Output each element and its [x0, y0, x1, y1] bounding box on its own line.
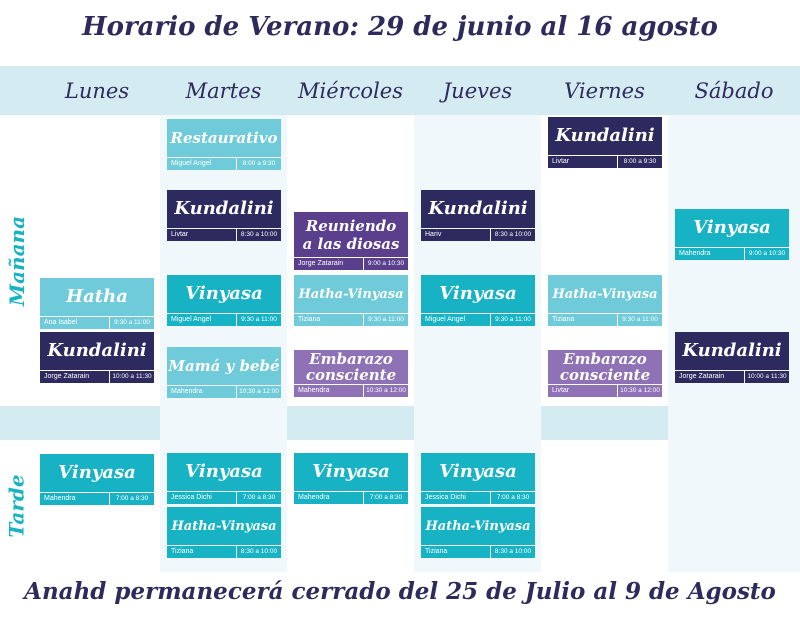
class-time: 8:00 a 9:30	[618, 156, 662, 168]
class-teacher: Hariv	[421, 229, 490, 241]
class-name	[294, 350, 408, 384]
class-card[interactable]	[167, 190, 281, 241]
class-time: 9:30 a 11:00	[237, 314, 281, 326]
class-card[interactable]	[40, 332, 154, 383]
class-name: Hatha-Vinyasa	[421, 507, 535, 545]
class-time: 8:30 a 10:00	[237, 229, 281, 241]
class-time: 10:00 a 11:30	[110, 371, 154, 383]
class-card[interactable]	[40, 454, 154, 505]
class-card[interactable]	[548, 117, 662, 168]
class-name: Kundalini	[167, 190, 281, 228]
class-time: 9:00 a 10:30	[745, 248, 789, 260]
class-teacher: Miguel Angel	[167, 158, 236, 170]
period-morning	[0, 115, 34, 406]
class-time: 10:30 a 12:00	[618, 385, 662, 397]
class-card[interactable]	[294, 212, 408, 270]
class-teacher: Mahendra	[294, 492, 363, 504]
day-header-viernes: Viernes	[564, 79, 645, 103]
class-teacher: Mahendra	[40, 493, 109, 505]
class-time: 7:00 a 8:30	[110, 493, 154, 505]
class-name: Restaurativo	[167, 119, 281, 157]
class-card[interactable]	[167, 453, 281, 504]
class-name: Kundalini	[548, 117, 662, 155]
closure-notice: Anahd permanecerá cerrado del 25 de Julio al 9 de Agosto	[24, 578, 776, 605]
class-name: Vinyasa	[675, 209, 789, 247]
class-name	[548, 350, 662, 384]
class-name: Mamá y bebé	[167, 347, 281, 385]
class-name: Kundalini	[40, 332, 154, 370]
class-time: 8:30 a 10:00	[237, 546, 281, 558]
period-afternoon	[0, 440, 34, 572]
class-time: 9:00 a 10:30	[364, 258, 408, 270]
class-teacher: Tiziana	[421, 546, 490, 558]
period-afternoon-label: Tarde	[5, 474, 29, 538]
class-time: 7:00 a 8:30	[491, 492, 535, 504]
class-name: Vinyasa	[40, 454, 154, 492]
class-name-line2: a las diosas	[302, 234, 400, 253]
class-teacher: Livtar	[548, 156, 617, 168]
class-teacher: Tiziana	[294, 314, 363, 326]
class-card[interactable]	[167, 347, 281, 398]
class-name: Vinyasa	[167, 275, 281, 313]
class-name: Kundalini	[421, 190, 535, 228]
class-teacher: Tiziana	[167, 546, 236, 558]
class-name-line2: consciente	[305, 366, 397, 384]
class-time: 7:00 a 8:30	[237, 492, 281, 504]
class-teacher: Ana Isabel	[40, 317, 109, 329]
class-teacher: Mahendra	[167, 386, 236, 398]
class-card[interactable]	[294, 275, 408, 326]
class-card[interactable]	[421, 275, 535, 326]
class-teacher: Mahendra	[294, 385, 363, 397]
class-name: Vinyasa	[421, 275, 535, 313]
class-time: 9:30 a 11:00	[110, 317, 154, 329]
class-card[interactable]	[167, 507, 281, 558]
class-teacher: Jessica Dichi	[421, 492, 490, 504]
day-header-miercoles: Miércoles	[297, 79, 403, 103]
class-card[interactable]	[421, 453, 535, 504]
class-time: 10:30 a 12:00	[364, 385, 408, 397]
class-time: 9:30 a 11:00	[618, 314, 662, 326]
class-name: Hatha-Vinyasa	[294, 275, 408, 313]
class-card[interactable]	[675, 332, 789, 383]
day-header-sabado: Sábado	[694, 79, 774, 103]
class-name: Vinyasa	[294, 453, 408, 491]
class-card[interactable]	[421, 190, 535, 241]
class-time: 10:30 a 12:00	[237, 386, 281, 398]
class-teacher: Mahendra	[675, 248, 744, 260]
class-card[interactable]	[294, 350, 408, 397]
class-teacher: Miguel Angel	[421, 314, 490, 326]
class-name-line1: Embarazo	[309, 350, 393, 368]
class-teacher: Jessica Dichi	[167, 492, 236, 504]
class-time: 7:00 a 8:30	[364, 492, 408, 504]
day-header-lunes: Lunes	[64, 79, 130, 103]
class-name	[294, 212, 408, 257]
class-teacher: Jorge Zatarain	[675, 371, 744, 383]
class-card[interactable]	[421, 507, 535, 558]
class-card[interactable]	[548, 350, 662, 397]
class-name: Hatha-Vinyasa	[167, 507, 281, 545]
class-name-line1: Reuniendo	[305, 216, 397, 235]
class-time: 9:30 a 11:00	[364, 314, 408, 326]
class-teacher: Jorge Zatarain	[40, 371, 109, 383]
class-teacher: Livtar	[548, 385, 617, 397]
class-name: Vinyasa	[167, 453, 281, 491]
class-teacher: Livtar	[167, 229, 236, 241]
class-time: 8:30 a 10:00	[491, 546, 535, 558]
class-teacher: Miguel Angel	[167, 314, 236, 326]
class-name: Vinyasa	[421, 453, 535, 491]
class-time: 9:30 a 11:00	[491, 314, 535, 326]
class-name-line2: consciente	[559, 366, 651, 384]
class-time: 10:00 a 11:30	[745, 371, 789, 383]
day-header-martes: Martes	[185, 79, 262, 103]
day-header-jueves: Jueves	[442, 79, 513, 103]
class-card[interactable]	[548, 275, 662, 326]
class-card[interactable]	[167, 275, 281, 326]
schedule-title: Horario de Verano: 29 de junio al 16 agosto	[82, 12, 718, 42]
class-time: 8:30 a 10:00	[491, 229, 535, 241]
class-time: 8:00 a 9:30	[237, 158, 281, 170]
class-name: Hatha-Vinyasa	[548, 275, 662, 313]
class-name-line1: Embarazo	[563, 350, 647, 368]
class-name: Hatha	[40, 278, 154, 316]
class-card[interactable]	[40, 278, 154, 329]
class-name: Kundalini	[675, 332, 789, 370]
period-morning-label: Mañana	[5, 215, 30, 306]
class-teacher: Jorge Zatarain	[294, 258, 363, 270]
class-card[interactable]	[675, 209, 789, 260]
class-card[interactable]	[167, 119, 281, 170]
class-teacher: Tiziana	[548, 314, 617, 326]
class-card[interactable]	[294, 453, 408, 504]
